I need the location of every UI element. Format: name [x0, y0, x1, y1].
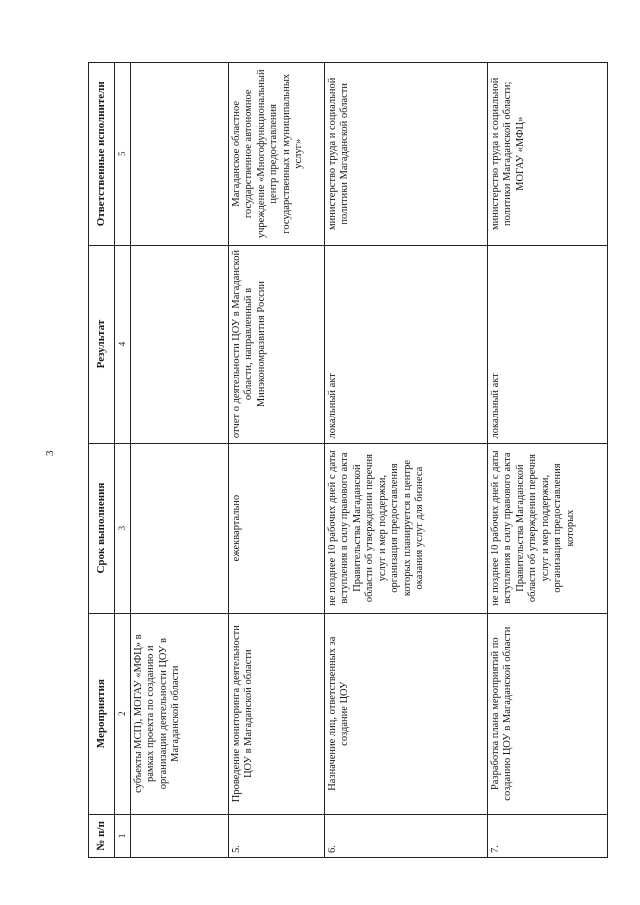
column-number-row: [115, 63, 131, 858]
row-result: [130, 245, 228, 443]
row-executors: [130, 63, 228, 246]
row-num: [130, 814, 228, 857]
row-executors: министерство труда и социальной политики Магаданской области: [324, 63, 487, 246]
column-number: 2: [115, 613, 131, 814]
row-deadline: [130, 443, 228, 613]
row-event: Назначение лиц, ответственных за создание ЦОУ: [324, 613, 487, 814]
header-deadline: Срок выполнения: [89, 443, 115, 613]
column-number: 5: [115, 63, 131, 246]
table-row: [130, 63, 228, 858]
header-event: Мероприятия: [89, 613, 115, 814]
table-row: [228, 63, 324, 858]
page-number: 3: [44, 450, 56, 456]
header-num: № п/п: [89, 814, 115, 857]
row-event: Проведение мониторинга деятельности ЦОУ в Магаданской области: [228, 613, 324, 814]
row-executors: Магаданское областное государственное автономное учреждение «Многофункциональный центр предоставления государственных и муниципальных услуг»: [228, 63, 324, 246]
plan-table: [88, 62, 608, 858]
header-result: Результат: [89, 245, 115, 443]
row-deadline: ежеквартально: [228, 443, 324, 613]
table-row: [487, 63, 607, 858]
row-deadline: не позднее 10 рабочих дней с даты вступления в силу правового акта Правительства Магаданской области об утверждении перечня услуг и мер поддержки, организация предоставления которых: [487, 443, 607, 613]
header-executors: Ответственные исполнители: [89, 63, 115, 246]
row-event: Разработка плана мероприятий по созданию ЦОУ в Магаданской области: [487, 613, 607, 814]
rotated-table-wrapper: [88, 62, 608, 858]
row-num: 7.: [487, 814, 607, 857]
row-executors: министерство труда и социальной политики Магаданской области; МОГАУ «МФЦ»: [487, 63, 607, 246]
row-result: локальный акт: [487, 245, 607, 443]
column-number: 4: [115, 245, 131, 443]
table-row: [324, 63, 487, 858]
header-row: [89, 63, 115, 858]
row-num: 6.: [324, 814, 487, 857]
row-result: отчет о деятельности ЦОУ в Магаданской области, направленный в Минэкономразвития России: [228, 245, 324, 443]
row-deadline: не позднее 10 рабочих дней с даты вступления в силу правового акта Правительства Магаданской области об утверждении перечня услуг и мер поддержки, организация предоставления которых планируется в центре оказания услуг для бизнеса: [324, 443, 487, 613]
row-result: локальный акт: [324, 245, 487, 443]
column-number: 3: [115, 443, 131, 613]
row-num: 5.: [228, 814, 324, 857]
column-number: 1: [115, 814, 131, 857]
row-event: субъекты МСП), МОГАУ «МФЦ» в рамках проекта по созданию и организации деятельности ЦОУ в Магаданской области: [130, 613, 228, 814]
